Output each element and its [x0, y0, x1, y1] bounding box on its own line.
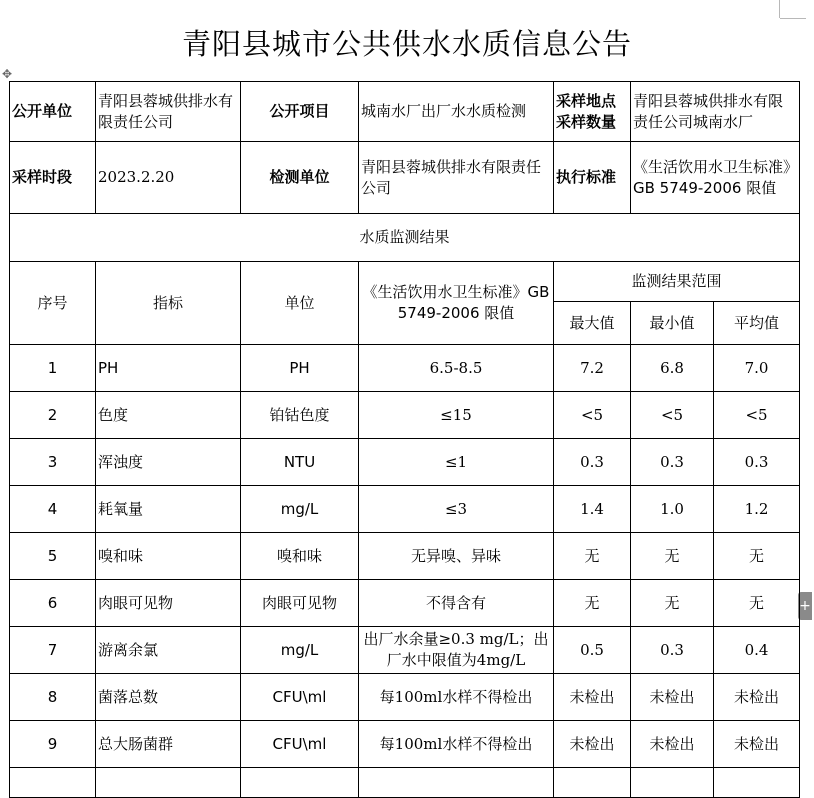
cell-indicator: PH: [96, 345, 241, 392]
add-row-icon[interactable]: +: [798, 592, 812, 620]
cell-avg: 0.4: [714, 627, 800, 674]
cell-limit: 出厂水余量≥0.3 mg/L；出厂水中限值为4mg/L: [359, 627, 554, 674]
table-row: [10, 580, 800, 627]
value-testing-unit: 青阳县蓉城供排水有限责任公司: [359, 142, 554, 214]
cell-indicator: 浑浊度: [96, 439, 241, 486]
cell-unit: 肉眼可见物: [241, 580, 359, 627]
cell-min: 未检出: [631, 674, 714, 721]
cell-avg: 未检出: [714, 721, 800, 768]
cell-max: 7.2: [554, 345, 631, 392]
cell-indicator: 色度: [96, 392, 241, 439]
value-public-project: 城南水厂出厂水水质检测: [359, 82, 554, 142]
cell-indicator: 菌落总数: [96, 674, 241, 721]
cell-indicator: 总大肠菌群: [96, 721, 241, 768]
table-row: [10, 674, 800, 721]
cell-seq: 5: [10, 533, 96, 580]
cell-indicator: 耗氧量: [96, 486, 241, 533]
cell-seq: 1: [10, 345, 96, 392]
cell-avg: 无: [714, 580, 800, 627]
cell-unit: mg/L: [241, 627, 359, 674]
label-sampling-period: 采样时段: [10, 142, 96, 214]
label-public-project: 公开项目: [241, 82, 359, 142]
water-quality-table: [9, 81, 800, 798]
label-public-unit: 公开单位: [10, 82, 96, 142]
table-row: [10, 392, 800, 439]
cell-seq: 8: [10, 674, 96, 721]
cell-seq: 9: [10, 721, 96, 768]
table-row-empty: [10, 768, 800, 798]
cell-max: 无: [554, 533, 631, 580]
info-row-1: [10, 82, 800, 142]
cell-avg: <5: [714, 392, 800, 439]
cell-avg: 1.2: [714, 486, 800, 533]
cell-max: 0.3: [554, 439, 631, 486]
cell-unit: PH: [241, 345, 359, 392]
cell-unit: NTU: [241, 439, 359, 486]
cell-limit: ≤1: [359, 439, 554, 486]
cell-limit: 不得含有: [359, 580, 554, 627]
cell-seq: 6: [10, 580, 96, 627]
info-row-2: [10, 142, 800, 214]
cell-min: 无: [631, 580, 714, 627]
cell-min: 0.3: [631, 439, 714, 486]
value-sampling-location: 青阳县蓉城供排水有限责任公司城南水厂: [631, 82, 800, 142]
cell-limit: 无异嗅、异味: [359, 533, 554, 580]
page-title: 青阳县城市公共供水水质信息公告: [181, 27, 632, 61]
cell-seq: 4: [10, 486, 96, 533]
cell-min: 未检出: [631, 721, 714, 768]
cell-seq: 3: [10, 439, 96, 486]
value-standard: 《生活饮用水卫生标准》GB 5749-2006 限值: [631, 142, 800, 214]
cell-max: 未检出: [554, 674, 631, 721]
cell-max: 1.4: [554, 486, 631, 533]
crop-mark-vertical: [779, 0, 780, 18]
cell-min: 1.0: [631, 486, 714, 533]
cell-indicator: 嗅和味: [96, 533, 241, 580]
cell-limit: 每100ml水样不得检出: [359, 674, 554, 721]
label-sampling-location: 采样地点采样数量: [554, 82, 631, 142]
cell-limit: ≤15: [359, 392, 554, 439]
table-move-handle-icon[interactable]: ✥: [1, 67, 13, 81]
section-title: 水质监测结果: [10, 214, 800, 262]
cell-unit: CFU\ml: [241, 674, 359, 721]
cell-limit: 每100ml水样不得检出: [359, 721, 554, 768]
table-row: [10, 439, 800, 486]
label-standard: 执行标准: [554, 142, 631, 214]
crop-mark-horizontal: [780, 18, 806, 19]
cell-max: 无: [554, 580, 631, 627]
cell-avg: 0.3: [714, 439, 800, 486]
data-rows: [10, 345, 800, 768]
table-row: [10, 627, 800, 674]
header-row-1: [10, 262, 800, 302]
cell-indicator: 游离余氯: [96, 627, 241, 674]
header-limit: 《生活饮用水卫生标准》GB 5749-2006 限值: [359, 262, 554, 345]
cell-unit: mg/L: [241, 486, 359, 533]
header-indicator: 指标: [96, 262, 241, 345]
table-row: [10, 345, 800, 392]
cell-max: 0.5: [554, 627, 631, 674]
cell-seq: 2: [10, 392, 96, 439]
cell-min: 6.8: [631, 345, 714, 392]
label-testing-unit: 检测单位: [241, 142, 359, 214]
cell-unit: 嗅和味: [241, 533, 359, 580]
table-row: [10, 721, 800, 768]
table-row: [10, 533, 800, 580]
cell-seq: 7: [10, 627, 96, 674]
cell-unit: 铂钴色度: [241, 392, 359, 439]
cell-avg: 无: [714, 533, 800, 580]
cell-limit: 6.5-8.5: [359, 345, 554, 392]
cell-indicator: 肉眼可见物: [96, 580, 241, 627]
cell-max: 未检出: [554, 721, 631, 768]
header-min: 最小值: [631, 302, 714, 345]
header-seq: 序号: [10, 262, 96, 345]
value-public-unit: 青阳县蓉城供排水有限责任公司: [96, 82, 241, 142]
cell-min: <5: [631, 392, 714, 439]
header-avg: 平均值: [714, 302, 800, 345]
cell-max: <5: [554, 392, 631, 439]
cell-avg: 7.0: [714, 345, 800, 392]
cell-limit: ≤3: [359, 486, 554, 533]
header-unit: 单位: [241, 262, 359, 345]
cell-avg: 未检出: [714, 674, 800, 721]
header-range: 监测结果范围: [554, 262, 800, 302]
section-title-row: [10, 214, 800, 262]
table-row: [10, 486, 800, 533]
cell-min: 0.3: [631, 627, 714, 674]
cell-min: 无: [631, 533, 714, 580]
value-sampling-period: 2023.2.20: [96, 142, 241, 214]
header-max: 最大值: [554, 302, 631, 345]
cell-unit: CFU\ml: [241, 721, 359, 768]
